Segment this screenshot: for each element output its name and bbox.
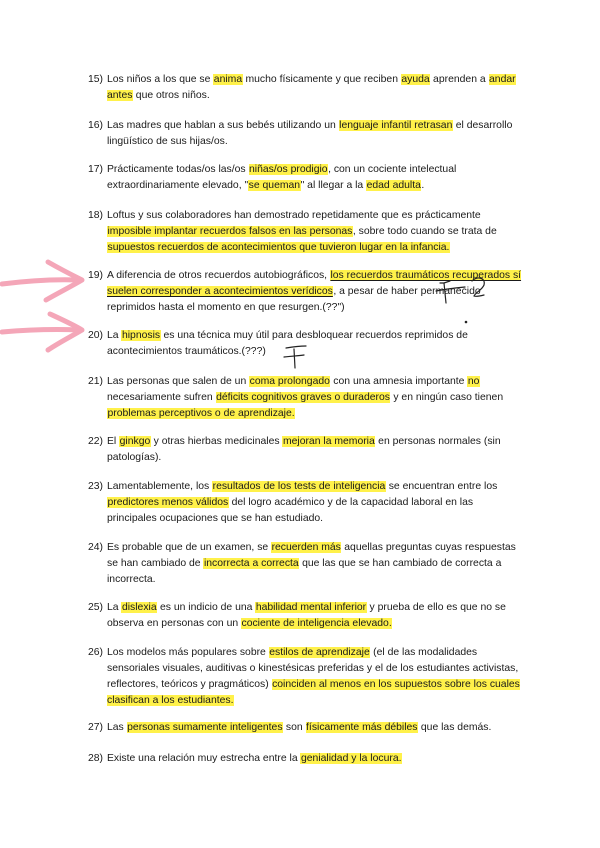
question-item (88, 751, 523, 767)
highlighted-text: supuestos recuerdos de acontecimientos que tuvieron lugar en la infancia. (107, 242, 450, 253)
text-segment: La (107, 602, 122, 613)
question-text (91, 162, 523, 194)
question-number: 27) (88, 722, 104, 733)
text-segment: Las (107, 722, 127, 733)
question-item (88, 479, 523, 527)
highlighted-text: incorrecta a correcta (203, 558, 299, 569)
text-segment: El (107, 436, 120, 447)
text-segment: en personas normales (sin patologías). (107, 436, 501, 463)
text-segment: y prueba de ello es que no se observa en personas con un (107, 602, 506, 629)
text-segment: Las madres que hablan a sus bebés utilizando un (107, 120, 339, 131)
text-segment: necesariamente sufren (107, 392, 216, 403)
highlighted-text: recuerden más (271, 542, 341, 553)
text-segment: aprenden a (430, 74, 489, 85)
question-item (88, 434, 523, 466)
highlighted-text: ayuda (401, 74, 430, 85)
text-segment: el desarrollo lingüístico de sus hijas/os. (107, 120, 513, 147)
text-segment: " al llegar a la (300, 180, 367, 191)
question-item (88, 645, 523, 709)
question-text (91, 720, 523, 736)
question-number: 24) (88, 542, 104, 553)
text-segment: Lamentablemente, los (107, 481, 213, 492)
text-segment: que las demás. (418, 722, 492, 733)
text-segment: Existe una relación muy estrecha entre la (107, 753, 301, 764)
highlighted-text: andar antes (107, 74, 516, 101)
question-text (91, 374, 523, 422)
text-segment: (el de las modalidades sensoriales visuales, auditivas o kinestésicas preferidas y el de los estudiantes activistas, reflectores, teóricos y pragmáticos) (107, 647, 519, 690)
highlighted-text: coma prolongado (249, 376, 330, 387)
highlighted-text: niñas/os prodigio (249, 164, 328, 175)
question-number: 19) (88, 270, 104, 281)
question-item (88, 600, 523, 632)
question-item (88, 162, 523, 194)
highlighted-text: no (467, 376, 480, 387)
question-number: 26) (88, 647, 104, 658)
highlighted-text: genialidad y la locura. (300, 753, 402, 764)
question-number: 15) (88, 74, 104, 85)
question-text (91, 751, 523, 767)
question-number: 18) (88, 210, 104, 221)
text-segment: , con un cociente intelectual extraordinariamente elevado, " (107, 164, 457, 191)
highlighted-text: mejoran la memoria (282, 436, 375, 447)
question-number: 16) (88, 120, 104, 131)
question-number: 21) (88, 376, 104, 387)
text-segment: Prácticamente todas/os las/os (107, 164, 249, 175)
text-segment: Los modelos más populares sobre (107, 647, 269, 658)
question-item (88, 540, 523, 588)
text-segment: aquellas preguntas cuyas respuestas se han cambiado de (107, 542, 516, 569)
text-segment: y en ningún caso tienen (390, 392, 504, 403)
highlighted-text: personas sumamente inteligentes (127, 722, 283, 733)
text-segment: Las personas que salen de un (107, 376, 250, 387)
text-segment: mucho físicamente y que reciben (242, 74, 401, 85)
text-segment: Los niños a los que se (107, 74, 214, 85)
question-text (91, 72, 523, 104)
text-segment: , sobre todo cuando se trata de (352, 226, 497, 237)
highlighted-text: dislexia (121, 602, 157, 613)
text-segment: es un indicio de una (157, 602, 256, 613)
question-text (91, 479, 523, 527)
question-text (91, 540, 523, 588)
text-segment: que las que se han cambiado de correcta a incorrecta. (107, 558, 502, 585)
highlighted-text: predictores menos válidos (107, 497, 229, 508)
question-number: 17) (88, 164, 104, 175)
question-item (88, 208, 523, 256)
text-segment: . (421, 180, 425, 191)
question-number: 22) (88, 436, 104, 447)
question-text (91, 208, 523, 256)
question-item (88, 72, 523, 104)
highlighted-text: físicamente más débiles (306, 722, 418, 733)
question-item (88, 118, 523, 150)
text-segment: Loftus y sus colaboradores han demostrado repetidamente que es prácticamente (107, 210, 481, 221)
text-segment: A diferencia de otros recuerdos autobiográficos, (107, 270, 330, 281)
text-segment: del logro académico y de la capacidad laboral en las principales ocupaciones que se han estudiado. (107, 497, 474, 524)
text-segment: con una amnesia importante (330, 376, 468, 387)
highlighted-text: cociente de inteligencia elevado. (241, 618, 392, 629)
highlighted-text: los recuerdos traumáticos recuperados sí suelen corresponder a acontecimientos verídicos (107, 270, 522, 297)
text-segment: que otros niños. (132, 90, 210, 101)
highlighted-text: coinciden al menos en los supuestos sobre los cuales clasifican a los estudiantes. (107, 679, 520, 706)
question-number: 23) (88, 481, 104, 492)
highlighted-text: se queman (248, 180, 301, 191)
highlighted-text: estilos de aprendizaje (269, 647, 370, 658)
question-text (91, 434, 523, 466)
highlighted-text: problemas perceptivos o de aprendizaje. (107, 408, 295, 419)
highlighted-text: resultados de los tests de inteligencia (212, 481, 386, 492)
question-item (88, 720, 523, 736)
text-segment: , a pesar de haber permanecido reprimidos hasta el momento en que resurgen.(??") (107, 286, 481, 313)
question-item (88, 374, 523, 422)
highlighted-text: lenguaje infantil retrasan (339, 120, 453, 131)
question-text (91, 328, 523, 360)
question-text (91, 118, 523, 150)
highlighted-text: habilidad mental inferior (255, 602, 367, 613)
question-number: 25) (88, 602, 104, 613)
text-segment: Es probable que de un examen, se (107, 542, 272, 553)
question-item (88, 268, 523, 316)
highlighted-text: edad adulta (366, 180, 421, 191)
highlighted-text: ginkgo (119, 436, 151, 447)
highlighted-text: imposible implantar recuerdos falsos en las personas (107, 226, 353, 237)
text-segment: y otras hierbas medicinales (150, 436, 283, 447)
highlighted-text: hipnosis (121, 330, 161, 341)
question-number: 28) (88, 753, 104, 764)
text-segment: es una técnica muy útil para desbloquear recuerdos reprimidos de acontecimientos traumáticos.(???) (107, 330, 468, 357)
text-segment: son (283, 722, 306, 733)
text-segment: se encuentran entre los (385, 481, 498, 492)
question-text (91, 600, 523, 632)
highlighted-text: déficits cognitivos graves o duraderos (216, 392, 390, 403)
question-item (88, 328, 523, 360)
question-number: 20) (88, 330, 104, 341)
question-text (91, 268, 523, 316)
text-segment: La (107, 330, 122, 341)
highlighted-text: anima (213, 74, 243, 85)
question-text (91, 645, 523, 709)
